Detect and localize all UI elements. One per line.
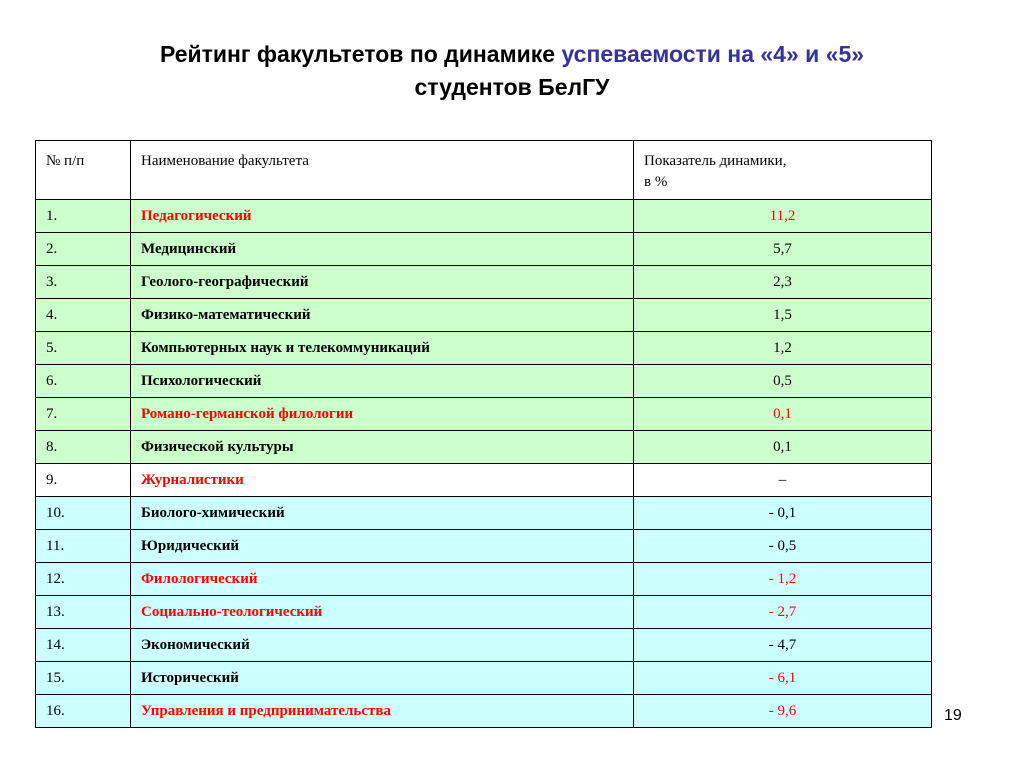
row-number: 8.	[36, 431, 131, 464]
dynamics-value: 2,3	[634, 266, 932, 299]
header-dynamics-value-line-2: в %	[644, 174, 668, 190]
slide-title	[0, 38, 1024, 104]
row-number: 14.	[36, 629, 131, 662]
faculty-name: Романо-германской филологии	[131, 398, 634, 431]
table-row	[36, 332, 932, 365]
table-header-row	[36, 141, 932, 200]
table-row	[36, 530, 932, 563]
row-number: 2.	[36, 233, 131, 266]
table-row	[36, 299, 932, 332]
table-row	[36, 695, 932, 728]
dynamics-value: - 6,1	[634, 662, 932, 695]
row-number: 5.	[36, 332, 131, 365]
table-row	[36, 563, 932, 596]
faculty-name: Исторический	[131, 662, 634, 695]
row-number: 6.	[36, 365, 131, 398]
faculty-name: Юридический	[131, 530, 634, 563]
row-number: 13.	[36, 596, 131, 629]
header-dynamics-value-line-1: Показатель динамики,	[644, 153, 787, 169]
faculty-name: Управления и предпринимательства	[131, 695, 634, 728]
faculty-name: Журналистики	[131, 464, 634, 497]
title-line-1-main: Рейтинг факультетов по динамике	[159, 41, 562, 67]
table-row	[36, 398, 932, 431]
faculty-name: Медицинский	[131, 233, 634, 266]
table-row	[36, 629, 932, 662]
table-row	[36, 662, 932, 695]
faculty-name: Физической культуры	[131, 431, 634, 464]
faculty-name: Экономический	[131, 629, 634, 662]
faculty-name: Психологический	[131, 365, 634, 398]
title-line-2: студентов БелГУ	[414, 74, 610, 100]
faculty-name: Педагогический	[131, 200, 634, 233]
faculty-name: Филологический	[131, 563, 634, 596]
dynamics-value: 0,1	[634, 398, 932, 431]
faculty-name: Геолого-географический	[131, 266, 634, 299]
faculty-name: Компьютерных наук и телекоммуникаций	[131, 332, 634, 365]
header-faculty-name: Наименование факультета	[131, 141, 634, 200]
row-number: 7.	[36, 398, 131, 431]
row-number: 10.	[36, 497, 131, 530]
header-dynamics-value	[634, 141, 932, 200]
table-row	[36, 464, 932, 497]
row-number: 1.	[36, 200, 131, 233]
faculty-rating-table	[35, 140, 932, 728]
row-number: 3.	[36, 266, 131, 299]
row-number: 9.	[36, 464, 131, 497]
table-row	[36, 200, 932, 233]
table-row	[36, 596, 932, 629]
row-number: 16.	[36, 695, 131, 728]
table-row	[36, 233, 932, 266]
faculty-name: Биолого-химический	[131, 497, 634, 530]
table-row	[36, 497, 932, 530]
dynamics-value: - 1,2	[634, 563, 932, 596]
header-num: № п/п	[36, 141, 131, 200]
dynamics-value: - 4,7	[634, 629, 932, 662]
row-number: 15.	[36, 662, 131, 695]
dynamics-value: 1,2	[634, 332, 932, 365]
dynamics-value: 0,5	[634, 365, 932, 398]
table-body	[36, 200, 932, 728]
table-row	[36, 431, 932, 464]
row-number: 12.	[36, 563, 131, 596]
dynamics-value: - 0,5	[634, 530, 932, 563]
row-number: 11.	[36, 530, 131, 563]
dynamics-value: - 9,6	[634, 695, 932, 728]
dynamics-value: - 2,7	[634, 596, 932, 629]
dynamics-value: - 0,1	[634, 497, 932, 530]
faculty-name: Социально-теологический	[131, 596, 634, 629]
page-number: 19	[944, 707, 962, 724]
dynamics-value: 5,7	[634, 233, 932, 266]
table-row	[36, 365, 932, 398]
title-line-1	[0, 38, 1024, 71]
dynamics-value: 11,2	[634, 200, 932, 233]
dynamics-value: 1,5	[634, 299, 932, 332]
table-row	[36, 266, 932, 299]
dynamics-value: 0,1	[634, 431, 932, 464]
dynamics-value: –	[634, 464, 932, 497]
title-line-1-accent: успеваемости на «4» и «5»	[561, 41, 865, 67]
row-number: 4.	[36, 299, 131, 332]
faculty-name: Физико-математический	[131, 299, 634, 332]
